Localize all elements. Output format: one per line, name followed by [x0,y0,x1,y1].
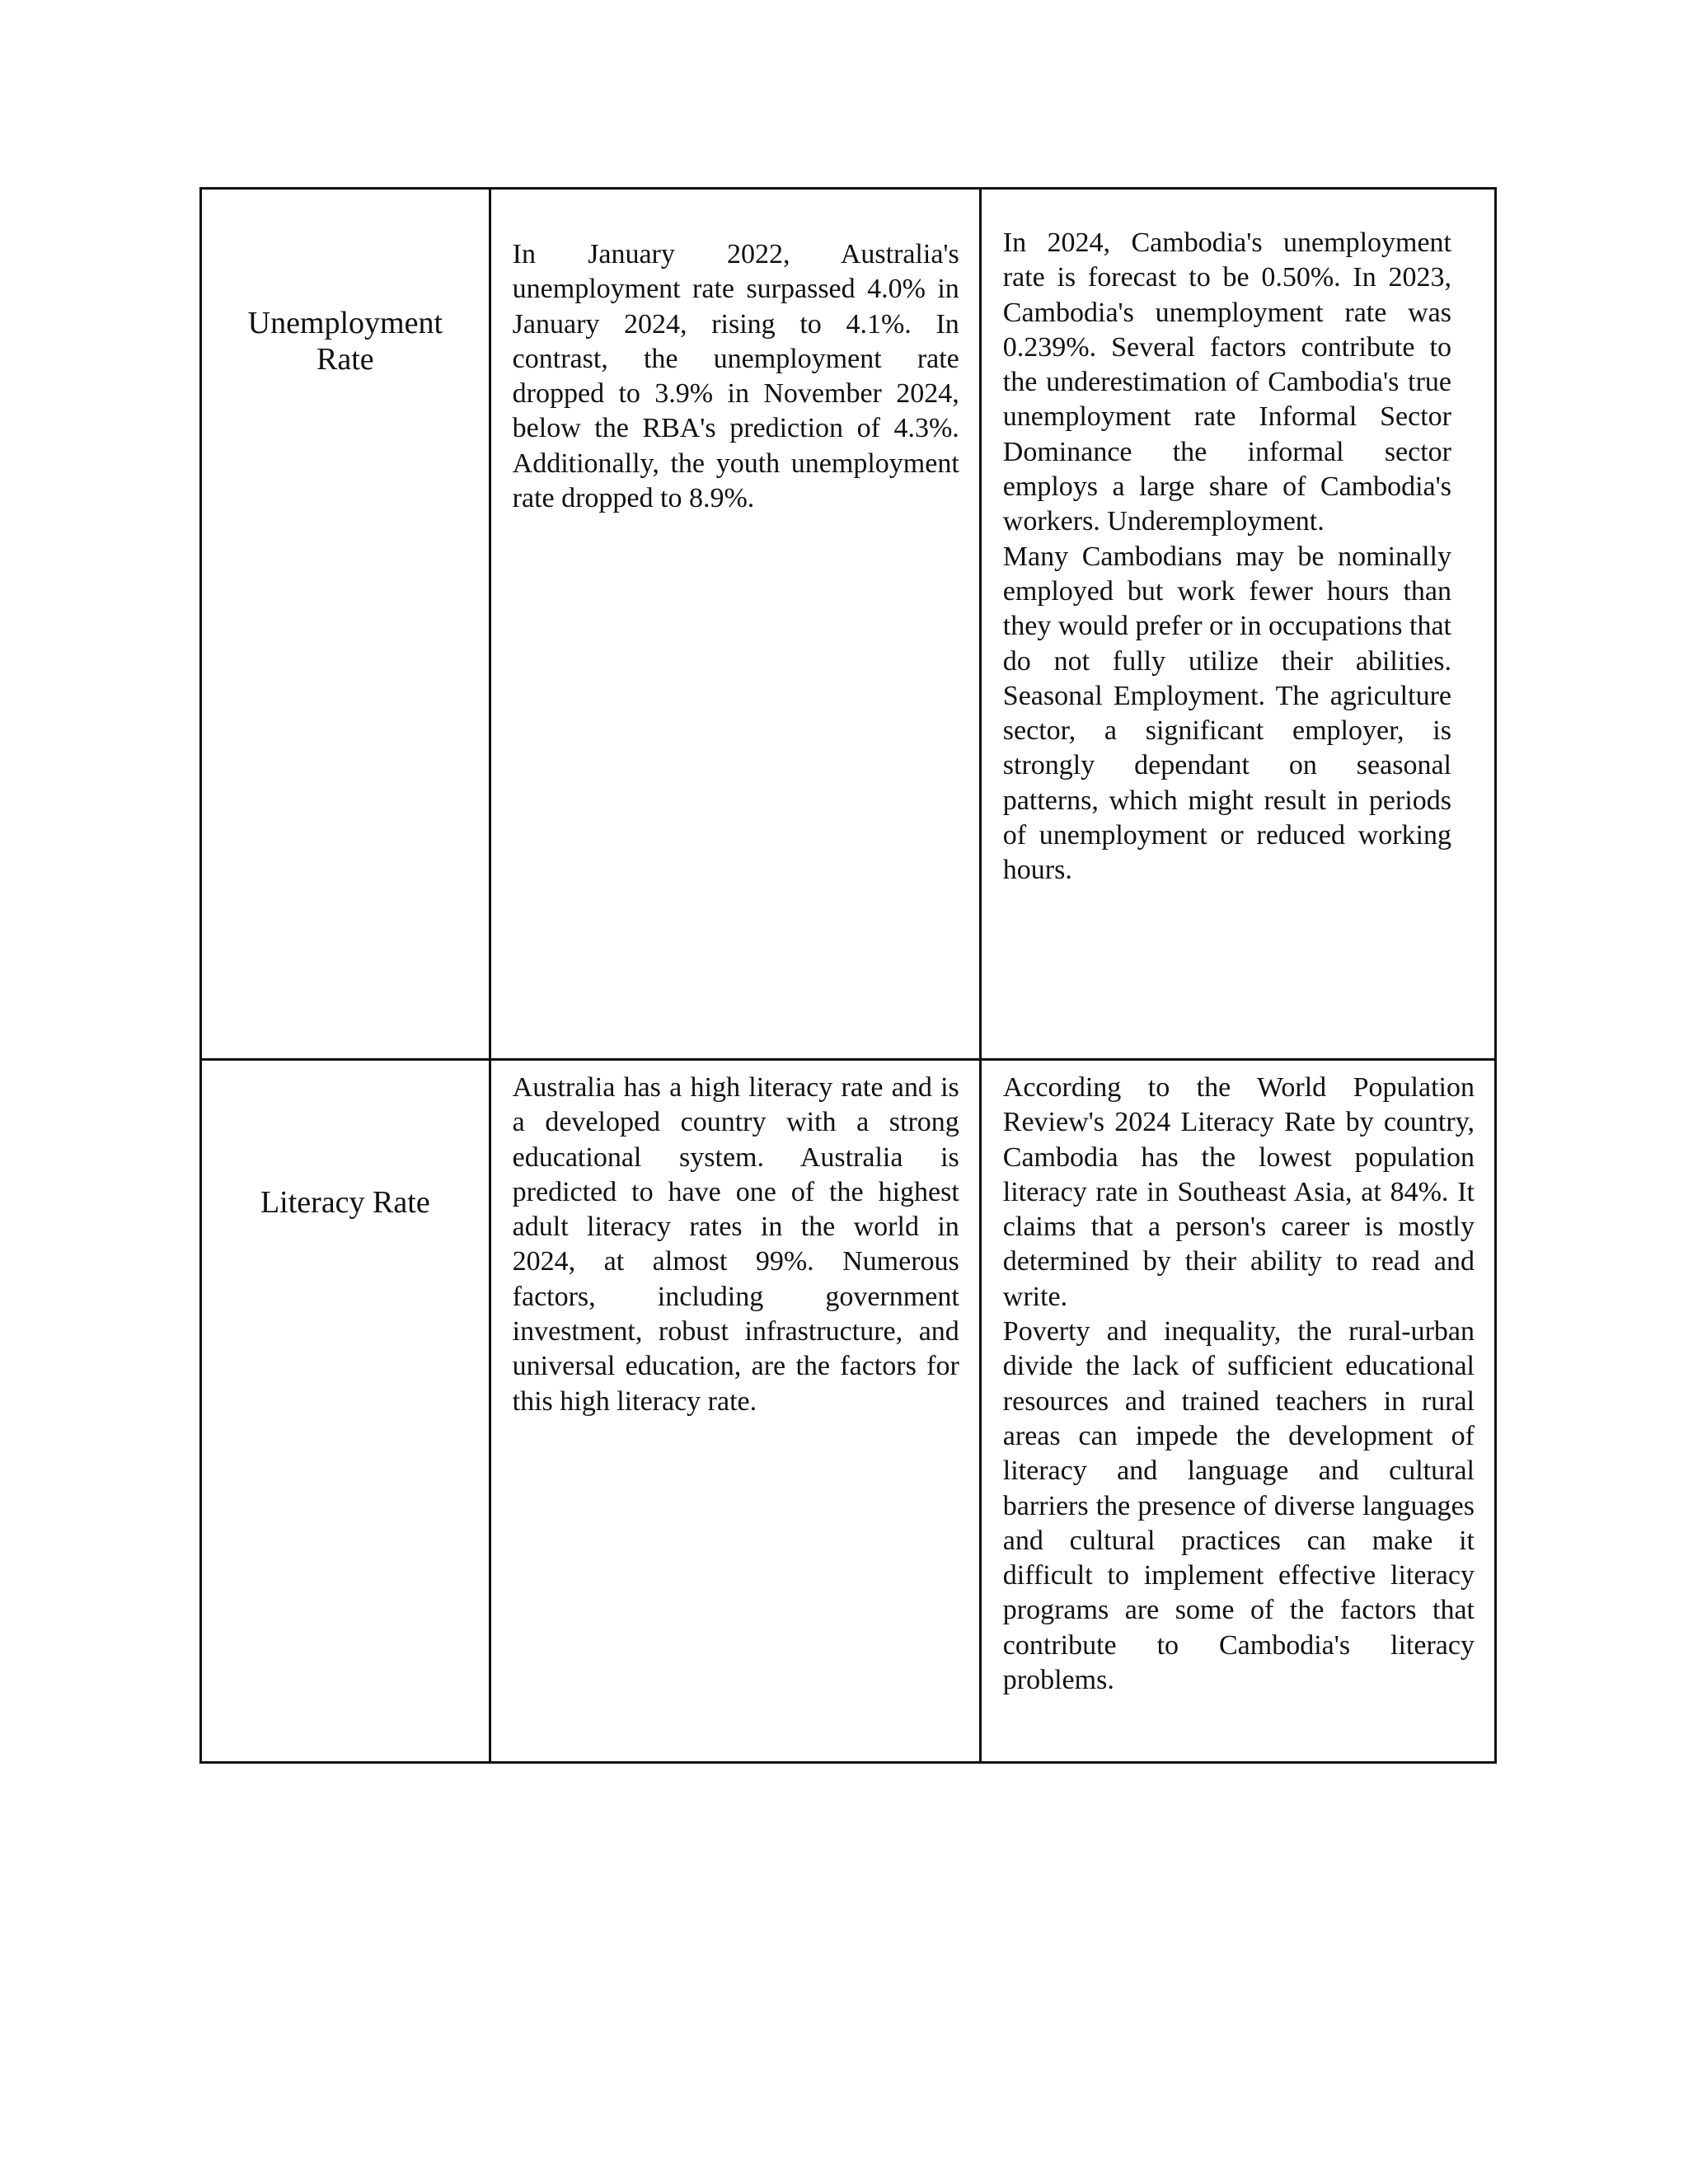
comparison-table [199,187,1497,1764]
row-label: Unemployment Rate [247,306,443,377]
cambodia-paragraph: Many Cambodians may be nominally employed but work fewer hours than they would prefer or in occupations that do not fully utilize their abilities. Seasonal Employment. The agriculture sector, a significant employer, is strongly dependant on seasonal patterns, which might result in periods of unemployment or reduced working hours. [1002,541,1451,886]
australia-cell [490,189,980,1060]
australia-cell [490,1060,980,1763]
cambodia-paragraph: Poverty and inequality, the rural-urban divide the lack of sufficient educational resources and trained teachers in rural areas can impede the development of literacy and language and cultural barriers the presence of diverse languages and cultural practices can make it difficult to implement effective literacy programs are some of the factors that contribute to Cambodia's literacy problems. [1002,1316,1475,1696]
australia-text: In January 2022, Australia's unemployment rate surpassed 4.0% in January 2024, rising to 4.1%. In contrast, the unemployment rate dropped to 3.9% in November 2024, below the RBA's prediction of 4.3%. Additionally, the youth unemployment rate dropped to 8.9%. [512,239,959,514]
cambodia-paragraph: In 2024, Cambodia's unemployment rate is forecast to be 0.50%. In 2023, Cambodia's unemployment rate was 0.239%. Several factors contribute to the underestimation of Cambodia's true unemployment rate Informal Sector Dominance the informal sector employs a large share of Cambodia's workers. Underemployment. [1002,227,1451,537]
cambodia-cell [980,1060,1495,1763]
row-label-cell [201,189,490,1060]
row-label: Literacy Rate [260,1185,430,1220]
cambodia-paragraph: According to the World Population Review's 2024 Literacy Rate by country, Cambodia has the lowest population literacy rate in Southeast Asia, at 84%. It claims that a person's career is mostly determined by their ability to read and write. [1002,1072,1475,1312]
australia-text: Australia has a high literacy rate and is a developed country with a strong educational system. Australia is predicted to have one of the highest adult literacy rates in the world in 2024, at almost 99%. Numerous factors, including government investment, robust infrastructure, and universal education, are the factors for this high literacy rate. [512,1072,959,1417]
table-row-unemployment [201,189,1496,1060]
cambodia-cell [980,189,1495,1060]
row-label-cell [201,1060,490,1763]
table-row-literacy [201,1060,1496,1763]
